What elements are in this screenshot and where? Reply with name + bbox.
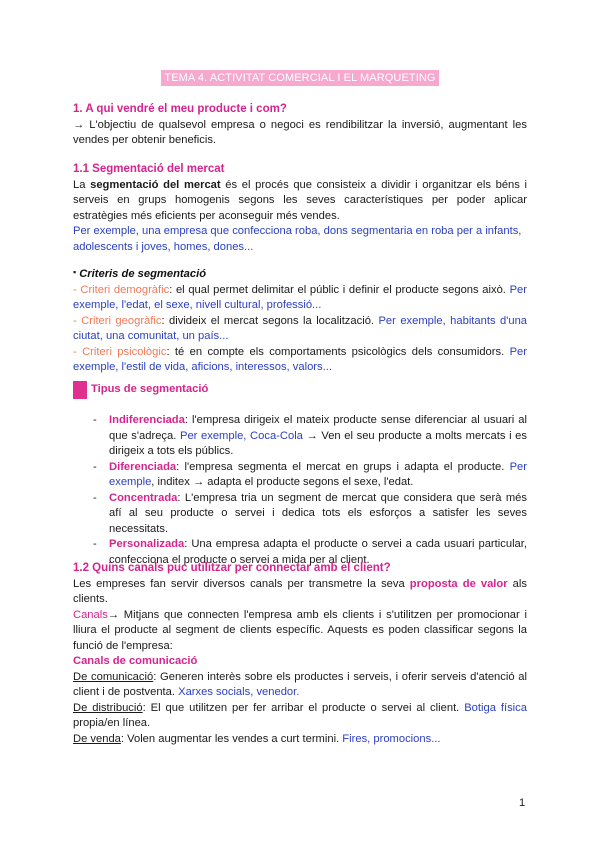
- tipus-item: [93, 491, 527, 538]
- canal-text: : Generen interès sobre els productes i serveis, i oferir serveis d'atenció al client i de postventa.: [73, 670, 527, 698]
- dash-icon: -: [93, 538, 97, 550]
- page-number: 1: [519, 797, 526, 809]
- tipus-text: : Una empresa adapta el producte o servei a cada usuari particular, confecciona el producte o servei a mida per al client.: [109, 538, 527, 566]
- criteri-item: [73, 283, 527, 314]
- canals-intro: [73, 577, 527, 608]
- canal-example: Xarxes socials, venedor.: [178, 686, 300, 698]
- canals-definition: [73, 608, 527, 655]
- tipus-label: Concentrada: [109, 491, 178, 504]
- criteri-text: : té en compte els comportaments psicològics dels consumidors.: [166, 345, 510, 358]
- section-1-1-heading: 1.1 Segmentació del mercat: [73, 163, 225, 175]
- segmentation-paragraph: [73, 178, 527, 225]
- tipus-text: : l'empresa segmenta el mercat en grups i adapta el producte.: [176, 460, 510, 473]
- bullet-icon: ▪: [73, 267, 77, 277]
- canal-item: [73, 732, 527, 748]
- section-1-1: [73, 162, 527, 255]
- title-wrapper: [0, 70, 600, 86]
- section-1-heading: 1. A qui vendré el meu producte i com?: [73, 103, 287, 115]
- canal-item: [73, 670, 527, 701]
- canal-label: De comunicació: [73, 670, 154, 683]
- canal-example: Botiga física: [464, 701, 527, 714]
- criteri-item: [73, 345, 527, 376]
- segmentation-example: Per exemple, una empresa que confecciona roba, dons segmentaria en roba per a infants, adolescents i joves, homes, dones...: [73, 225, 522, 253]
- canal-tail: propia/en línea.: [73, 717, 151, 729]
- document-title: TEMA 4. ACTIVITAT COMERCIAL I EL MARQUETING: [161, 70, 438, 86]
- criteris-heading-row: [73, 265, 527, 283]
- canal-text: : El que utilitzen per fer arribar el producte o servei al client.: [142, 701, 465, 714]
- tipus-label: Diferenciada: [109, 460, 177, 473]
- tipus-text: : L'empresa tria un segment de mercat que considera que serà més afí al seu producte o servei i dedica tots els esforços a satisfer les seves necessitats.: [109, 491, 527, 535]
- criteri-item: [73, 314, 527, 345]
- criteri-example: Per exemple, l'estil de vida, aficions, interessos, valors...: [73, 345, 527, 373]
- canal-text: : Volen augmentar les vendes a curt termini.: [120, 732, 343, 745]
- criteri-label: - Criteri geogràfic: [73, 314, 162, 327]
- pink-marker-icon: [73, 381, 87, 399]
- criteri-example: Per exemple, habitants d'una ciutat, una comunitat, un país...: [73, 314, 528, 342]
- tipus-example: Per exemple, Coca-Cola: [179, 429, 303, 442]
- tipus-text: : l'empresa dirigeix el mateix producte sense diferenciar al usuari al que s'adreça.: [109, 414, 527, 442]
- dash-icon: -: [93, 414, 97, 426]
- criteri-label: - Criteri demogràfic: [73, 283, 170, 296]
- canals-label: Canals: [73, 608, 108, 621]
- criteri-example: Per exemple, l'edat, el sexe, nivell cultural, professió...: [73, 283, 527, 311]
- dash-icon: -: [93, 491, 97, 504]
- canal-example: Fires, promocions...: [342, 732, 441, 745]
- dash-icon: -: [93, 460, 97, 473]
- section-1-2: [73, 561, 527, 747]
- tipus-example: Per exemple: [109, 460, 527, 488]
- intro-pre: Les empreses fan servir diversos canals per transmetre la seva: [73, 577, 410, 590]
- tipus-item: [93, 413, 527, 460]
- intro-post: als clients.: [73, 577, 527, 605]
- criteri-text: : divideix el mercat segons la localització.: [161, 314, 379, 327]
- seg-bold: segmentació del mercat: [90, 178, 221, 191]
- section-1: [73, 102, 527, 149]
- tipus-item: [93, 460, 527, 491]
- criteris-heading: Criteris de segmentació: [79, 268, 207, 280]
- tipus-tail: , inditex → adapta el producte segons el sexe, l'edat.: [151, 476, 414, 488]
- tipus-label: Indiferenciada: [109, 414, 185, 426]
- canal-label: De venda: [73, 732, 121, 745]
- section-1-2-heading: 1.2 Quins canals puc utilitzar per connectar amb el client?: [73, 562, 391, 574]
- canals-heading: Canals de comunicació: [73, 655, 198, 667]
- canal-item: [73, 701, 527, 732]
- tipus-heading: Tipus de segmentació: [91, 383, 209, 395]
- seg-post: és el procés que consisteix a dividir i organitzar els béns i serveis en grups homogenis segons les seves característiques per poder aplicar estratègies més eficients per aconseguir més vendes.: [73, 178, 527, 222]
- tipus-tail: → Ven el seu producte a molts mercats i es dirigeix a tots els públics.: [109, 429, 527, 457]
- criteris-section: [73, 265, 527, 376]
- proposta-valor: proposta de valor: [409, 577, 508, 590]
- tipus-label: Personalizada: [109, 538, 185, 550]
- canals-text: → Mitjans que connecten l'empresa amb els clients i s'utilitzen per promocionar i lliura el producte al segment de clients específic. Aquests es poden classificar segons la funció de l'empresa:: [73, 608, 527, 652]
- seg-pre: La: [73, 178, 91, 191]
- criteri-text: : el qual permet delimitar el públic i definir el producte segons això.: [169, 283, 510, 296]
- criteri-label: - Criteri psicològic: [73, 345, 167, 358]
- tipus-list: [93, 413, 527, 568]
- canal-label: De distribució: [73, 701, 143, 714]
- section-1-text: → L'objectiu de qualsevol empresa o negoci es rendibilitzar la inversió, augmentant les vendes per obtenir beneficis.: [73, 118, 527, 146]
- tipus-heading-row: [73, 381, 373, 399]
